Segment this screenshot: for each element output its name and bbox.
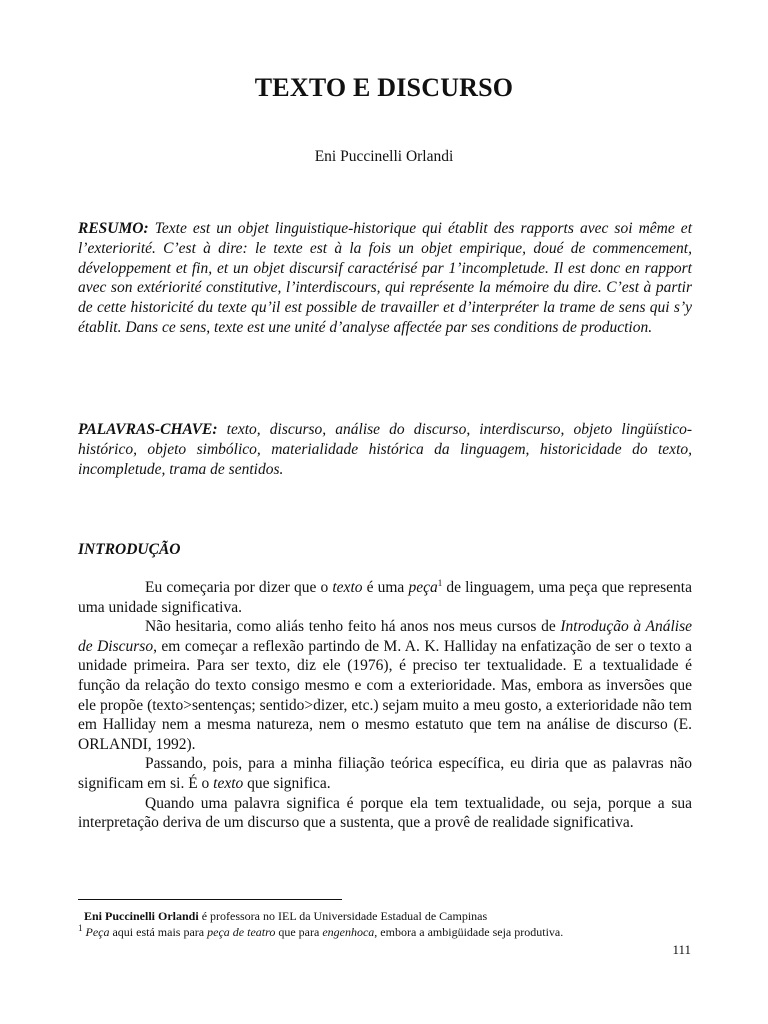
text-span: que significa. bbox=[243, 774, 331, 792]
footnotes bbox=[78, 909, 698, 940]
text-span: Eu começaria por dizer que o bbox=[145, 579, 333, 596]
italic-term: texto bbox=[332, 579, 363, 596]
text-span: Não hesitaria, como aliás tenho feito há anos nos meus cursos de bbox=[145, 618, 561, 636]
page-number: 111 bbox=[672, 942, 691, 957]
paragraph: Quando uma palavra significa é porque ela tem textualidade, ou seja, porque a sua interpretação deriva de um discurso que a sustenta, que a provê de realidade significativa. bbox=[78, 794, 692, 832]
text-span: que para bbox=[275, 924, 323, 939]
text-span: é uma bbox=[362, 579, 409, 596]
footnote-ref[interactable]: 1 bbox=[437, 577, 443, 588]
footnote-1 bbox=[78, 922, 698, 941]
text-span: aqui está mais para bbox=[109, 924, 208, 939]
keywords bbox=[78, 420, 692, 479]
italic-term: peça bbox=[408, 579, 438, 596]
paragraph bbox=[78, 578, 692, 617]
abstract-text: Texte est un objet linguistique-historique qui établit des rapports avec soi même et l’exteriorité. C’est à dire: le texte est à la fois un objet empirique, doué de commencement, développement et fin, et un objet discursif caractérisé par 1’incompletude. Il est donc en rapport avec son extériorité constitutive, l’interdiscours, qui représente la mémoire du dire. C’est à partir de cette historicité du texte qu’il est possible de travailler et d’interpréter la trame de sens qui s’y établit. Dans ce sens, texte est une unité d’analyse affectée par ses conditions de production. bbox=[78, 220, 692, 336]
footnote-author-text: é professora no IEL da Universidade Estadual de Campinas bbox=[198, 909, 488, 923]
author-name: Eni Puccinelli Orlandi bbox=[314, 148, 454, 165]
keywords-text: texto, discurso, análise do discurso, interdiscurso, objeto lingüístico-histórico, objeto simbólico, materialidade histórica da linguagem, historicidade do texto, incompletude, trama de sentidos. bbox=[78, 421, 692, 478]
footnote-divider bbox=[78, 899, 342, 900]
italic-term: Peça bbox=[85, 924, 110, 939]
footnote-author bbox=[78, 909, 698, 925]
abstract-label: RESUMO: bbox=[78, 220, 149, 237]
text-span: de linguagem, uma peça que representa uma unidade significativa. bbox=[78, 579, 692, 616]
abstract bbox=[78, 219, 692, 338]
text-span: , embora a ambigüidade seja produtiva. bbox=[374, 924, 564, 939]
body-text bbox=[78, 578, 692, 833]
section-heading: INTRODUÇÃO bbox=[78, 541, 181, 558]
italic-term: texto bbox=[213, 774, 244, 792]
italic-term: Introdução à Análise de Discurso bbox=[78, 618, 692, 655]
text-span: , em começar a reflexão partindo de M. A. K. Halliday na enfatização de ser o texto a unidade primeira. Para ser texto, diz ele (1976), é preciso ter textualidade. E a textualidade é função da relação do texto consigo mesmo e com a exterioridade. Mas, embora as inversões que ele propõe (texto>sentenças; sentido>dizer, etc.) sejam muito a meu gosto, a exterioridade não tem em Halliday nem a mesma natureza, nem o mesmo estatuto que tem na análise de discurso (E. ORLANDI, 1992). bbox=[78, 637, 692, 753]
footnote-author-name: Eni Puccinelli Orlandi bbox=[84, 909, 199, 923]
text-span: Passando, pois, para a minha filiação teórica específica, eu diria que as palavras não significam em si. É o bbox=[78, 755, 692, 792]
paragraph bbox=[78, 754, 692, 793]
keywords-label: PALAVRAS-CHAVE: bbox=[78, 421, 218, 438]
footnote-number: 1 bbox=[78, 922, 83, 933]
italic-term: engenhoca bbox=[322, 924, 375, 939]
italic-term: peça de teatro bbox=[207, 924, 276, 939]
paragraph bbox=[78, 617, 692, 754]
article-title: TEXTO E DISCURSO bbox=[254, 73, 514, 102]
